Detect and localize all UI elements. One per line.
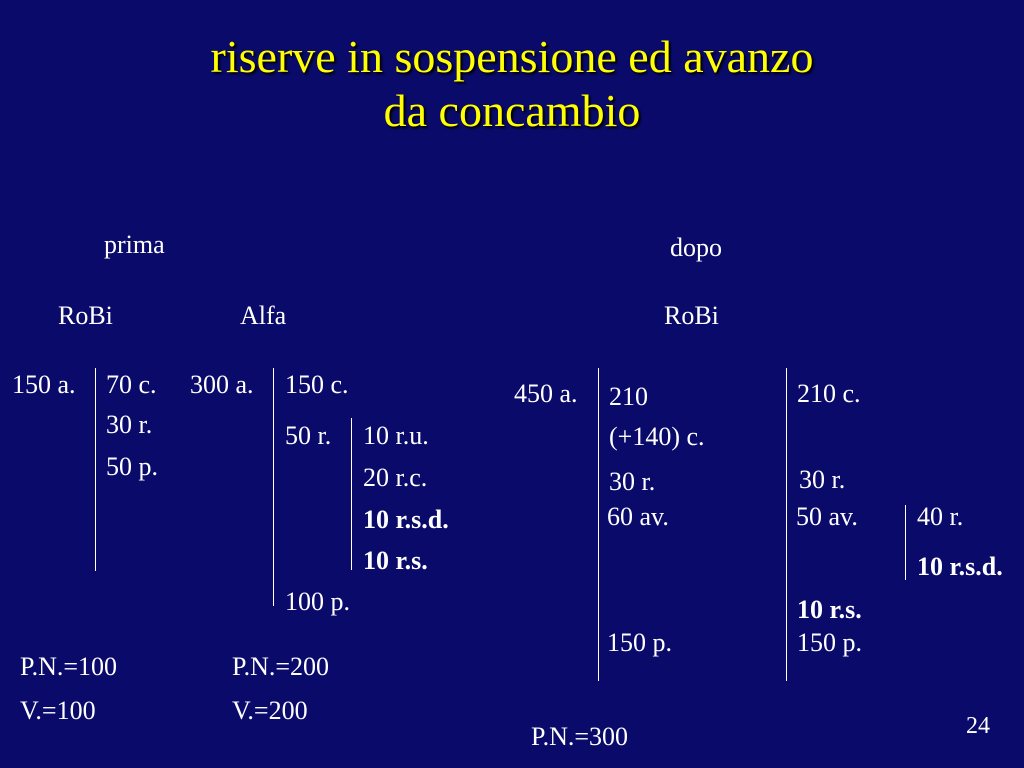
robi-after-name: RoBi xyxy=(664,301,719,330)
alfa-v: V.=200 xyxy=(232,696,308,725)
alfa-assets: 300 a. xyxy=(190,370,254,399)
robi-before-assets: 150 a. xyxy=(12,370,76,399)
alfa-reserves-divider xyxy=(351,418,352,570)
alfa-profits: 100 p. xyxy=(285,587,350,616)
robi-after-col1-profits: 150 p. xyxy=(607,628,672,657)
robi-after-pn: P.N.=300 xyxy=(531,722,629,751)
robi-after-col1-capital-increase: (+140) c. xyxy=(609,422,705,451)
robi-after-surplus-rsd: 10 r.s.d. xyxy=(917,552,1003,581)
alfa-reserve-rsd: 10 r.s.d. xyxy=(363,505,449,534)
robi-after-col2-surplus: 50 av. xyxy=(796,502,858,531)
alfa-pn: P.N.=200 xyxy=(232,652,330,681)
after-label: dopo xyxy=(670,233,722,262)
robi-after-surplus-divider xyxy=(905,505,906,580)
title-line-2: da concambio xyxy=(383,85,641,136)
robi-after-divider-1 xyxy=(598,368,599,681)
page-number: 24 xyxy=(966,713,990,739)
robi-before-reserves: 30 r. xyxy=(106,410,153,439)
robi-after-assets: 450 a. xyxy=(514,379,578,408)
robi-after-col2-reserves: 30 r. xyxy=(799,465,846,494)
title-line-1: riserve in sospensione ed avanzo xyxy=(210,31,814,82)
robi-before-v: V.=100 xyxy=(20,696,96,725)
before-label: prima xyxy=(104,230,165,259)
robi-after-surplus-reserves: 40 r. xyxy=(917,502,964,531)
robi-after-col1-reserves: 30 r. xyxy=(609,467,656,496)
robi-before-capital: 70 c. xyxy=(106,370,157,399)
alfa-name: Alfa xyxy=(240,301,287,330)
robi-before-name: RoBi xyxy=(58,301,113,330)
robi-after-col2-rs: 10 r.s. xyxy=(797,595,862,624)
robi-before-divider xyxy=(95,368,96,571)
alfa-reserve-ru: 10 r.u. xyxy=(363,421,429,450)
robi-after-col2-profits: 150 p. xyxy=(797,628,862,657)
robi-after-divider-2 xyxy=(786,368,787,681)
robi-before-pn: P.N.=100 xyxy=(20,652,118,681)
robi-after-col1-capital: 210 xyxy=(609,382,648,411)
alfa-reserve-rs: 10 r.s. xyxy=(363,546,428,575)
robi-after-col1-surplus: 60 av. xyxy=(607,502,669,531)
slide-title xyxy=(0,30,1024,138)
alfa-reserve-rc: 20 r.c. xyxy=(363,463,428,492)
alfa-divider xyxy=(273,368,274,606)
robi-after-col2-capital: 210 c. xyxy=(797,379,861,408)
alfa-capital: 150 c. xyxy=(285,370,349,399)
robi-before-profits: 50 p. xyxy=(106,452,158,481)
alfa-reserves-total: 50 r. xyxy=(285,421,332,450)
